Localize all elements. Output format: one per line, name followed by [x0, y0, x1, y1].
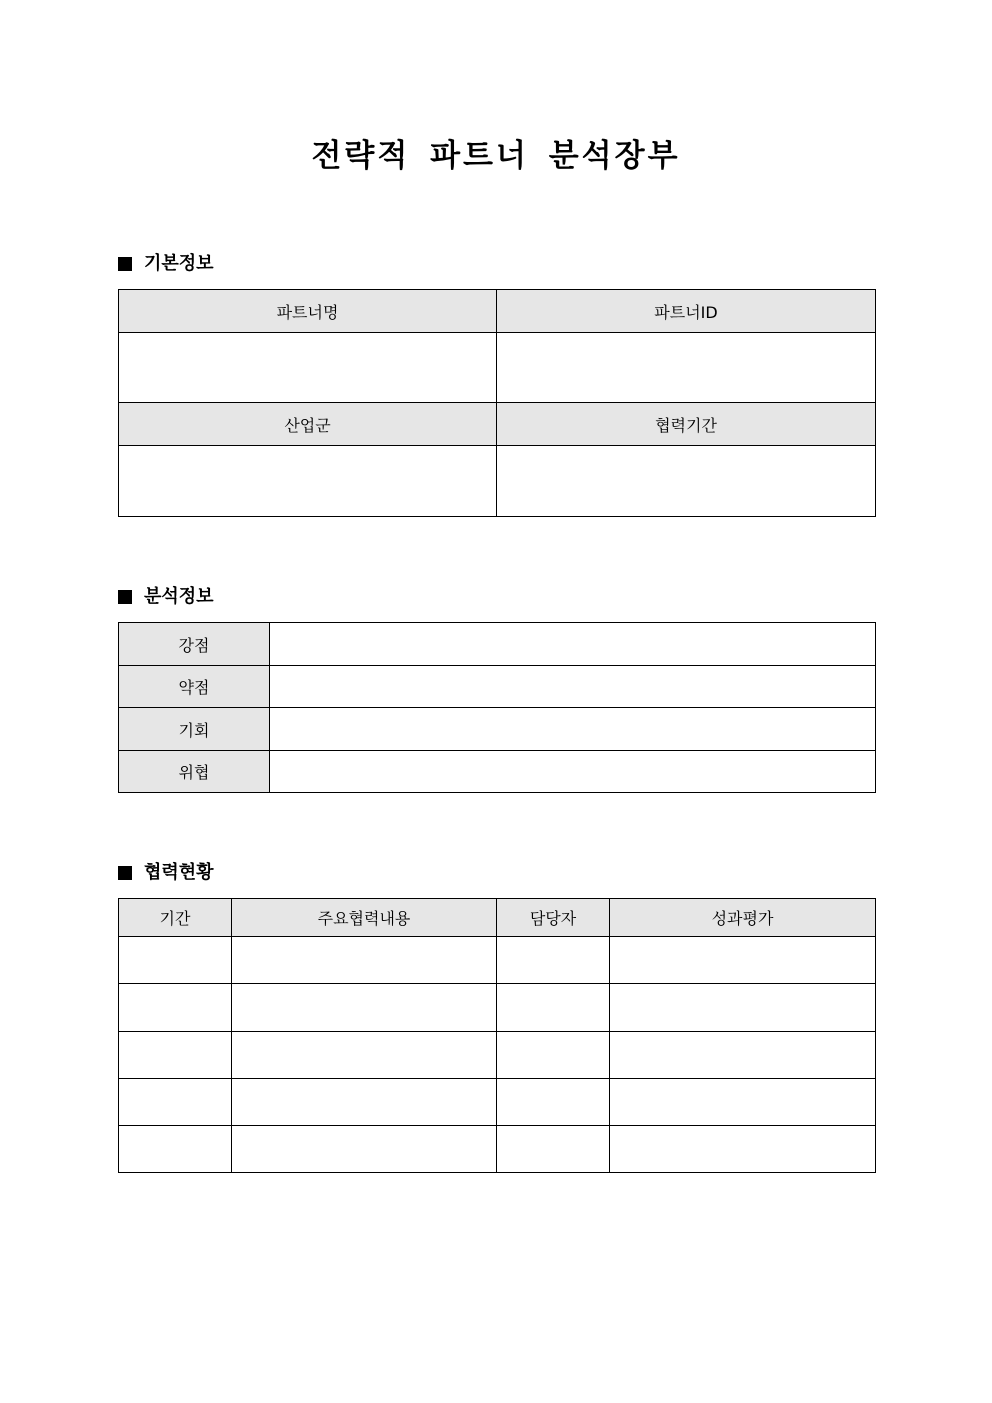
- table-row: [119, 403, 876, 446]
- partner-id-field[interactable]: [497, 333, 876, 403]
- manager-cell[interactable]: [497, 937, 610, 984]
- period-cell[interactable]: [119, 984, 232, 1032]
- table-row: [119, 446, 876, 517]
- column-header-period: 기간: [119, 899, 232, 937]
- section-heading-label: 협력현황: [144, 862, 214, 883]
- basic-info-table: [118, 289, 876, 517]
- analysis-table: [118, 622, 876, 793]
- section-heading-basic-info: [118, 252, 214, 276]
- square-bullet-icon: [118, 257, 132, 271]
- table-row: [119, 1032, 876, 1079]
- square-bullet-icon: [118, 590, 132, 604]
- partner-name-field[interactable]: [119, 333, 497, 403]
- table-row: [119, 751, 876, 793]
- threat-label: 위협: [119, 751, 270, 793]
- weakness-field[interactable]: [270, 666, 876, 708]
- strength-label: 강점: [119, 623, 270, 666]
- evaluation-cell[interactable]: [610, 984, 876, 1032]
- period-cell[interactable]: [119, 1126, 232, 1173]
- cooperation-period-label: 협력기간: [497, 403, 876, 446]
- section-heading-label: 기본정보: [144, 253, 214, 274]
- evaluation-cell[interactable]: [610, 1032, 876, 1079]
- content-cell[interactable]: [232, 984, 497, 1032]
- evaluation-cell[interactable]: [610, 937, 876, 984]
- content-cell[interactable]: [232, 1126, 497, 1173]
- opportunity-field[interactable]: [270, 708, 876, 751]
- column-header-content: 주요협력내용: [232, 899, 497, 937]
- table-row: [119, 623, 876, 666]
- evaluation-cell[interactable]: [610, 1126, 876, 1173]
- table-row: [119, 937, 876, 984]
- table-row: [119, 1126, 876, 1173]
- table-header-row: [119, 899, 876, 937]
- content-cell[interactable]: [232, 1032, 497, 1079]
- content-cell[interactable]: [232, 1079, 497, 1126]
- period-cell[interactable]: [119, 1079, 232, 1126]
- section-heading-label: 분석정보: [144, 586, 214, 607]
- partner-name-label: 파트너명: [119, 290, 497, 333]
- period-cell[interactable]: [119, 1032, 232, 1079]
- manager-cell[interactable]: [497, 1079, 610, 1126]
- threat-field[interactable]: [270, 751, 876, 793]
- industry-field[interactable]: [119, 446, 497, 517]
- manager-cell[interactable]: [497, 984, 610, 1032]
- square-bullet-icon: [118, 866, 132, 880]
- table-row: [119, 666, 876, 708]
- table-row: [119, 1079, 876, 1126]
- manager-cell[interactable]: [497, 1032, 610, 1079]
- table-row: [119, 333, 876, 403]
- table-row: [119, 984, 876, 1032]
- cooperation-period-field[interactable]: [497, 446, 876, 517]
- cooperation-table: [118, 898, 876, 1173]
- section-heading-cooperation: [118, 861, 214, 885]
- opportunity-label: 기회: [119, 708, 270, 751]
- page-title: 전략적 파트너 분석장부: [311, 138, 681, 174]
- table-row: [119, 708, 876, 751]
- industry-label: 산업군: [119, 403, 497, 446]
- strength-field[interactable]: [270, 623, 876, 666]
- weakness-label: 약점: [119, 666, 270, 708]
- content-cell[interactable]: [232, 937, 497, 984]
- period-cell[interactable]: [119, 937, 232, 984]
- column-header-manager: 담당자: [497, 899, 610, 937]
- manager-cell[interactable]: [497, 1126, 610, 1173]
- evaluation-cell[interactable]: [610, 1079, 876, 1126]
- column-header-evaluation: 성과평가: [610, 899, 876, 937]
- section-heading-analysis: [118, 585, 214, 609]
- table-row: [119, 290, 876, 333]
- partner-id-label: 파트너ID: [497, 290, 876, 333]
